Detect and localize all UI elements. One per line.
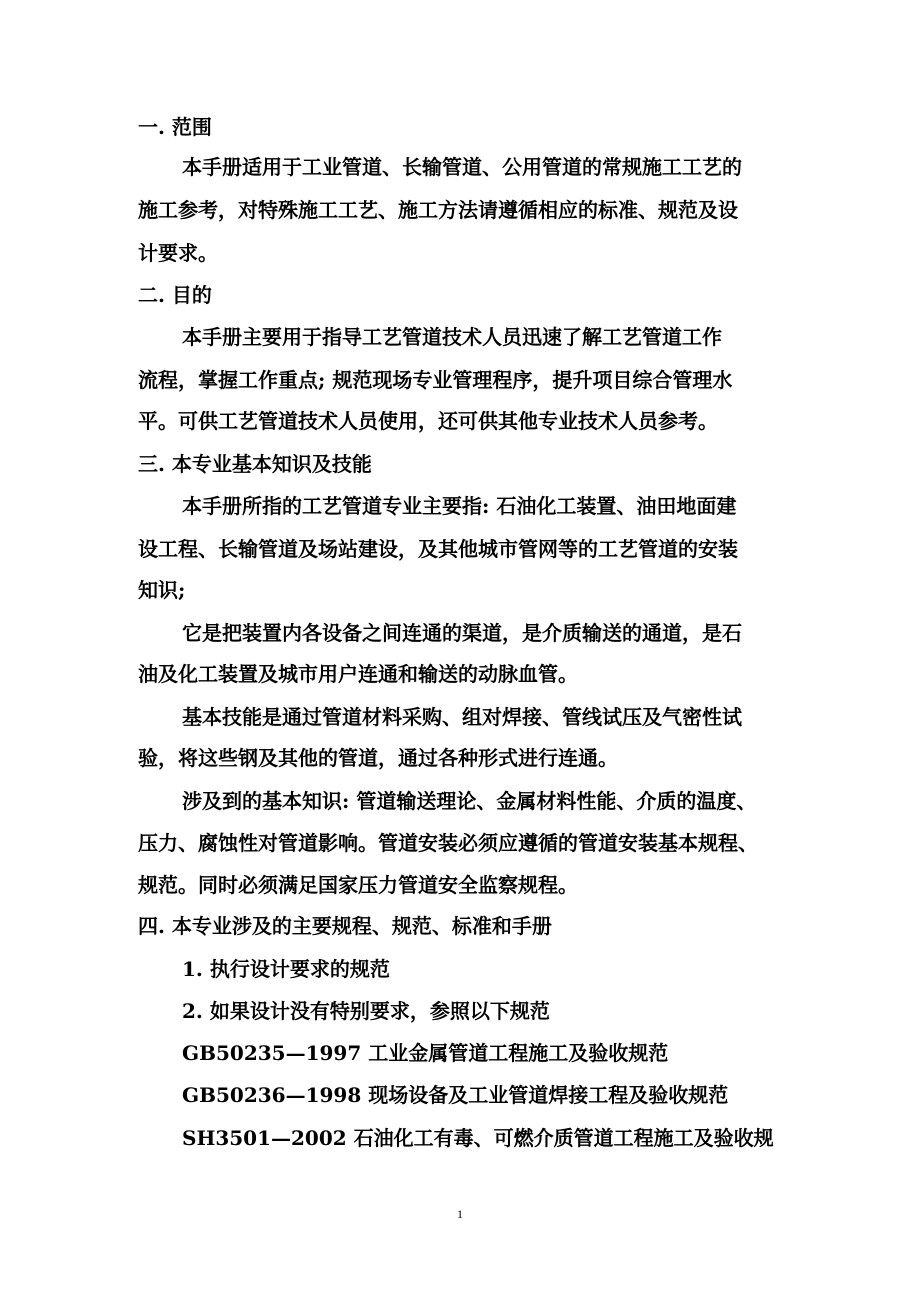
standard-reference: GB50235—1997 工业金属管道工程施工及验收规范 [182,1041,669,1065]
paragraph-line: 知识; [138,578,186,602]
paragraph-line: 计要求。 [138,241,218,265]
paragraph-line: 流程，掌握工作重点; 规范现场专业管理程序，提升项目综合管理水 [138,368,733,392]
standard-reference: GB50236—1998 现场设备及工业管道焊接工程及验收规范 [182,1083,729,1107]
paragraph-line: 压力、腐蚀性对管道影响。管道安装必须应遵循的管道安装基本规程、 [138,831,758,855]
section-heading-purpose: 二. 目的 [138,283,212,307]
paragraph-line: 本手册主要用于指导工艺管道技术人员迅速了解工艺管道工作 [182,325,722,349]
paragraph-line: 平。可供工艺管道技术人员使用，还可供其他专业技术人员参考。 [138,409,718,433]
paragraph-line: 油及化工装置及城市用户连通和输送的动脉血管。 [138,662,578,686]
paragraph-line: 规范。同时必须满足国家压力管道安全监察规程。 [138,873,578,897]
standard-reference: SH3501—2002 石油化工有毒、可燃介质管道工程施工及验收规 [182,1126,774,1150]
paragraph-line: 涉及到的基本知识: 管道输送理论、金属材料性能、介质的温度、 [182,789,757,813]
section-heading-standards: 四. 本专业涉及的主要规程、规范、标准和手册 [138,914,552,938]
paragraph-line: 设工程、长输管道及场站建设，及其他城市管网等的工艺管道的安装 [138,537,738,561]
paragraph-line: 施工参考，对特殊施工工艺、施工方法请遵循相应的标准、规范及设 [138,198,738,222]
paragraph-line: 本手册适用于工业管道、长输管道、公用管道的常规施工工艺的 [182,155,742,179]
paragraph-line: 它是把装置内各设备之间连通的渠道，是介质输送的通道，是石 [182,621,742,645]
section-heading-scope: 一. 范围 [138,115,212,139]
list-item: 1. 执行设计要求的规范 [182,957,390,981]
section-heading-knowledge: 三. 本专业基本知识及技能 [138,452,372,476]
paragraph-line: 验，将这些钢及其他的管道，通过各种形式进行连通。 [138,746,618,770]
page-number: 1 [457,1207,463,1221]
paragraph-line: 基本技能是通过管道材料采购、组对焊接、管线试压及气密性试 [182,705,742,729]
paragraph-line: 本手册所指的工艺管道专业主要指: 石油化工装置、油田地面建 [182,494,737,518]
list-item: 2. 如果设计没有特别要求，参照以下规范 [182,999,550,1023]
